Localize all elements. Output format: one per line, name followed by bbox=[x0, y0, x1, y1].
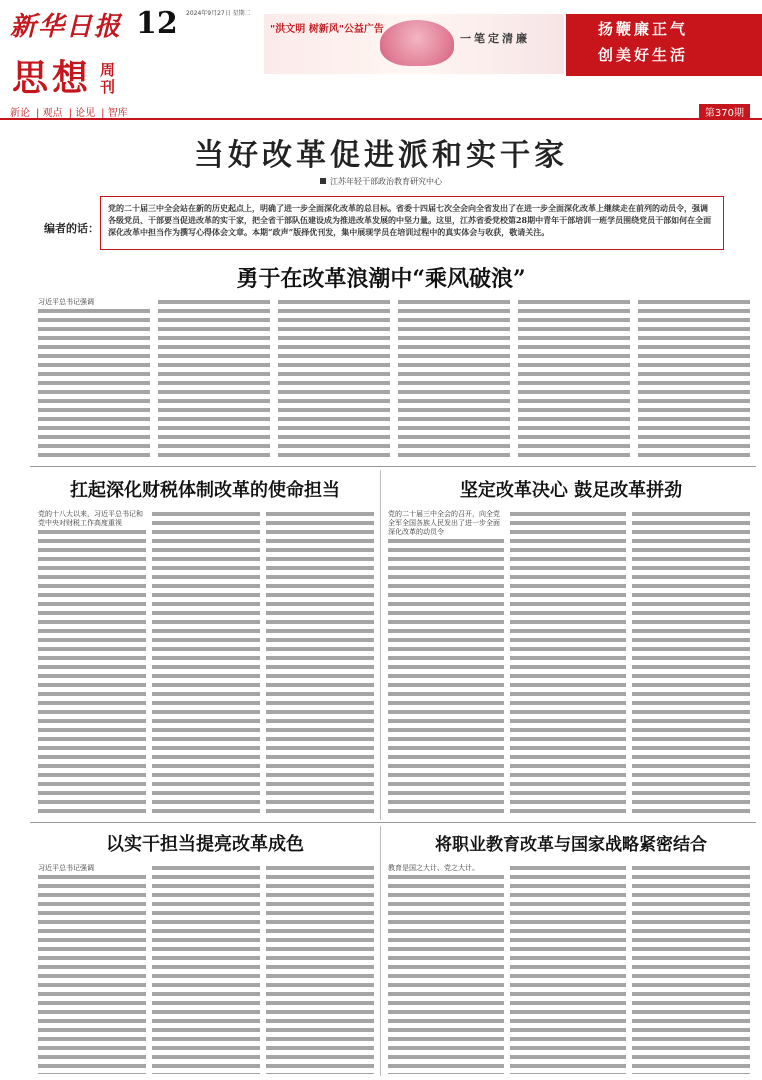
article-3-column bbox=[510, 510, 626, 818]
article-4-column bbox=[38, 864, 146, 1074]
article-5-column bbox=[632, 864, 750, 1074]
article-3-column bbox=[388, 510, 504, 818]
editor-note-label: 编者的话： bbox=[44, 222, 99, 235]
issue-date: 2024年9月27日 星期二 bbox=[186, 10, 251, 17]
article-5-column bbox=[388, 864, 504, 1074]
article-1-column bbox=[158, 298, 270, 460]
article-5-lead: 教育是国之大计、党之大计。 bbox=[388, 864, 504, 873]
issue-number: 第370期 bbox=[699, 104, 750, 119]
page-headline: 当好改革促进派和实干家 bbox=[194, 138, 568, 173]
article-1-lead: 习近平总书记强调 bbox=[38, 298, 150, 307]
section-title: 思想 bbox=[12, 57, 93, 99]
article-2-column bbox=[38, 510, 146, 818]
article-1-column bbox=[398, 298, 510, 460]
ad-calligraphy: 一笔定清廉 bbox=[460, 32, 530, 45]
article-3-lead: 党的二十届三中全会的召开，向全党全军全国各族人民发出了进一步全面深化改革的动员令 bbox=[388, 510, 504, 537]
byline-square-icon bbox=[320, 178, 326, 184]
article-2-title: 扛起深化财税体制改革的使命担当 bbox=[70, 480, 340, 501]
section-subtitle: 周刊 bbox=[100, 61, 116, 96]
masthead-title: 新华日报 bbox=[10, 12, 123, 42]
article-4-lead: 习近平总书记强调 bbox=[38, 864, 146, 873]
section-nav: 新论 | 观点 | 论见 | 智库 bbox=[10, 108, 128, 119]
nav-item-zhiku[interactable]: 智库 bbox=[107, 108, 128, 119]
article-4-column bbox=[266, 864, 374, 1074]
article-1-column bbox=[638, 298, 750, 460]
divider bbox=[30, 466, 756, 467]
article-1-column bbox=[38, 298, 150, 460]
nav-item-xinlun[interactable]: 新论 bbox=[10, 108, 30, 119]
article-4-column bbox=[152, 864, 260, 1074]
editor-note-text: 党的二十届三中全会站在新的历史起点上，明确了进一步全面深化改革的总目标。省委十四届七次全会向全省发出了在进一步全面深化改革上继续走在前列的动员令，强调各级党员、干部要当促进改革的实干家，把全省干部队伍建设成为推进改革发展的中坚力量。这里，江苏省委党校第28期中青年干部培训一班学员围绕党员干部如何在全面深化改革中担当作为撰写心得体会文章。本期“政声”版择优刊发，集中展现学员在培训过程中的真实体会与收获，敬请关注。 bbox=[108, 203, 712, 237]
ad-label: "洪文明 树新风"公益广告 bbox=[270, 24, 384, 35]
article-1-column bbox=[518, 298, 630, 460]
column-divider bbox=[380, 826, 381, 1076]
article-5-title: 将职业教育改革与国家战略紧密结合 bbox=[435, 835, 707, 855]
slogan-line-1: 扬鞭廉正气 bbox=[598, 20, 689, 38]
lotus-image bbox=[380, 20, 454, 66]
slogan-line-2: 创美好生活 bbox=[598, 46, 689, 64]
article-1-title: 勇于在改革浪潮中“乘风破浪” bbox=[236, 266, 526, 292]
article-1-column bbox=[278, 298, 390, 460]
byline bbox=[0, 176, 762, 187]
nav-item-guandian[interactable]: 观点 bbox=[42, 108, 63, 119]
divider bbox=[30, 822, 756, 823]
article-2-column bbox=[152, 510, 260, 818]
article-4-title: 以实干担当提亮改革成色 bbox=[106, 834, 304, 855]
article-2-lead: 党的十八大以来，习近平总书记和党中央对财税工作高度重视 bbox=[38, 510, 146, 528]
article-3-column bbox=[632, 510, 750, 818]
nav-item-lunjian[interactable]: 论见 bbox=[75, 108, 96, 119]
article-5-column bbox=[510, 864, 626, 1074]
column-divider bbox=[380, 470, 381, 820]
page-number: 12 bbox=[136, 6, 178, 41]
article-2-column bbox=[266, 510, 374, 818]
byline-text: 江苏年轻干部政治教育研究中心 bbox=[330, 177, 442, 186]
article-3-title: 坚定改革决心 鼓足改革拼劲 bbox=[459, 480, 683, 501]
